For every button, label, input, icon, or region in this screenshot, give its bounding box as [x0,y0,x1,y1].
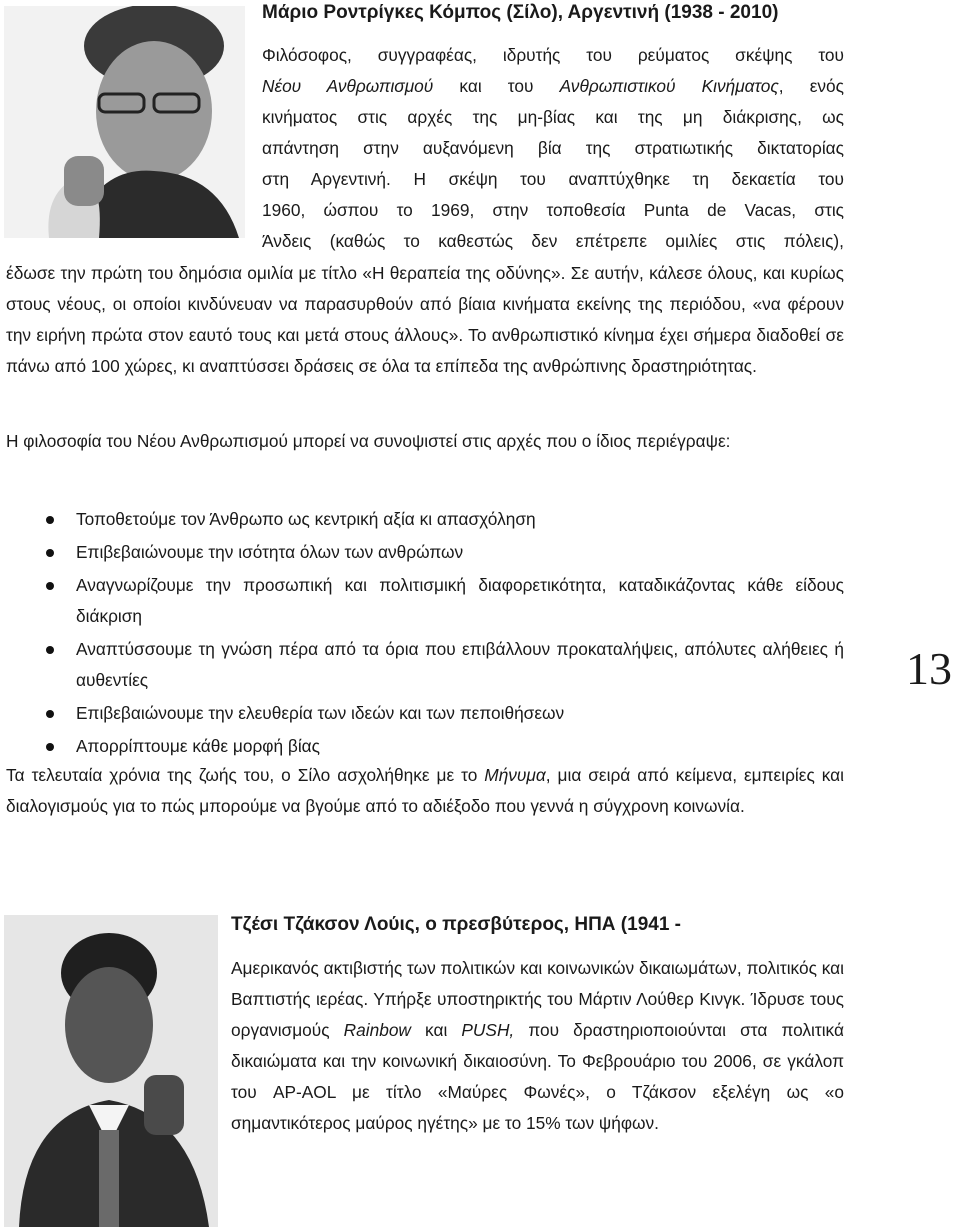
list-item-text: Τοποθετούμε τον Άνθρωπο ως κεντρική αξία κι απασχόληση [76,509,536,529]
list-item [6,570,844,632]
text-span: που δραστηριοποιούνται στα πολιτικά δικαιώματα και την κοινωνική δικαιοσύνη. Το Φεβρουάριο του 2006, σε γκάλοπ του AP-AOL με τίτλο «Μαύρες Φωνές», ο Τζάκσον εξελέγη ως «ο σημαντικότερος μαύρος ηγέτης» με το 15% των ψήφων. [231,1020,844,1133]
neo-humanism-term: Νέου Ανθρωπισμού [262,76,434,96]
silo-intro-line: Άνδεις (καθώς το καθεστώς δεν επέτρεπε ομιλίες στις πόλεις), [262,231,844,251]
text-span: , ενός [778,76,844,96]
list-item-text: Επιβεβαιώνουμε την ισότητα όλων των ανθρώπων [76,542,464,562]
silo-intro [262,40,844,257]
bullet-icon [46,549,54,557]
bullet-icon [46,710,54,718]
silo-photo [4,6,245,238]
push-term: PUSH, [461,1020,515,1040]
list-item-text: Απορρίπτουμε κάθε μορφή βίας [76,736,320,756]
list-item-text: Αναπτύσσουμε τη γνώση πέρα από τα όρια που επιβάλλουν προκαταλήψεις, απόλυτες αλήθειες ή αυθεντίες [76,639,844,690]
jackson-bio [231,953,844,1139]
list-item-text: Επιβεβαιώνουμε την ελευθερία των ιδεών και των πεποιθήσεων [76,703,565,723]
philosophy-intro: Η φιλοσοφία του Νέου Ανθρωπισμού μπορεί να συνοψιστεί στις αρχές που ο ίδιος περιέγραψε: [6,431,731,451]
bullet-icon [46,516,54,524]
jackson-title: Τζέσι Τζάκσον Λούις, ο πρεσβύτερος, ΗΠΑ (1941 - [231,914,682,935]
humanist-movement-term: Ανθρωπιστικού Κινήματος [559,76,779,96]
principles-list [6,504,844,764]
silo-intro-line: κινήματος στις αρχές της μη-βίας και της μη διάκρισης, ως [262,107,844,127]
bullet-icon [46,582,54,590]
silo-closing [6,760,844,822]
bullet-icon [46,743,54,751]
message-term: Μήνυμα [484,765,546,785]
silo-intro-line: Φιλόσοφος, συγγραφέας, ιδρυτής του ρεύματος σκέψης του [262,45,844,65]
silo-title: Μάριο Ροντρίγκες Κόμπος (Σίλο), Αργεντινή (1938 - 2010) [262,2,779,23]
text-span: Τα τελευταία χρόνια της ζωής του, ο Σίλο ασχολήθηκε με το [6,765,485,785]
silo-intro-line: απάντηση στην αυξανόμενη βία της στρατιωτικής δικτατορίας [262,138,844,158]
list-item [6,504,844,535]
text-span: και [410,1020,462,1040]
text-span: Αμερικανός ακτιβιστής των πολιτικών και κοινωνικών δικαιωμάτων, πολιτικός και Βαπτιστής ιερέας. Υπήρξε υποστηρικτής του Μάρτιν Λούθερ Κινγκ. Ίδρυσε τους οργανισμούς [231,958,844,1040]
silo-paragraph: έδωσε την πρώτη του δημόσια ομιλία με τίτλο «Η θεραπεία της οδύνης». Σε αυτήν, κάλεσε όλους, και κυρίως στους νέους, οι οποίοι κινδύνευαν να παρασυρθούν από βίαια κινήματα εκείνης της περιόδου, «να φέρουν την ειρήνη πρώτα στον εαυτό τους και μετά στους άλλους». Το ανθρωπιστικό κίνημα έχει σήμερα διαδοθεί σε πάνω από 100 χώρες, κι αναπτύσσει δράσεις σε όλα τα επίπεδα της ανθρώπινης δραστηριότητας. [6,263,844,376]
portrait-photo-icon [4,6,245,238]
text-span: , μια σειρά από κείμενα, εμπειρίες και διαλογισμούς για το πώς μπορούμε να βγούμε από το αδιέξοδο που γεννά η σύγχρονη κοινωνία. [6,765,844,816]
list-item [6,731,844,762]
portrait-photo-icon [4,915,218,1227]
page-number: 13 [906,643,952,694]
jackson-photo [4,915,218,1227]
silo-intro-line: στη Αργεντινή. Η σκέψη του αναπτύχθηκε τη δεκαετία του [262,169,844,189]
rainbow-term: Rainbow [343,1020,411,1040]
list-item [6,698,844,729]
bullet-icon [46,646,54,654]
silo-intro-line: 1960, ώσπου το 1969, στην τοποθεσία Punta de Vacas, στις [262,200,844,220]
list-item [6,634,844,696]
text-span: και του [433,76,560,96]
list-item-text: Αναγνωρίζουμε την προσωπική και πολιτισμική διαφορετικότητα, καταδικάζοντας κάθε είδους διάκριση [76,575,844,626]
list-item [6,537,844,568]
silo-intro-line [262,71,844,102]
